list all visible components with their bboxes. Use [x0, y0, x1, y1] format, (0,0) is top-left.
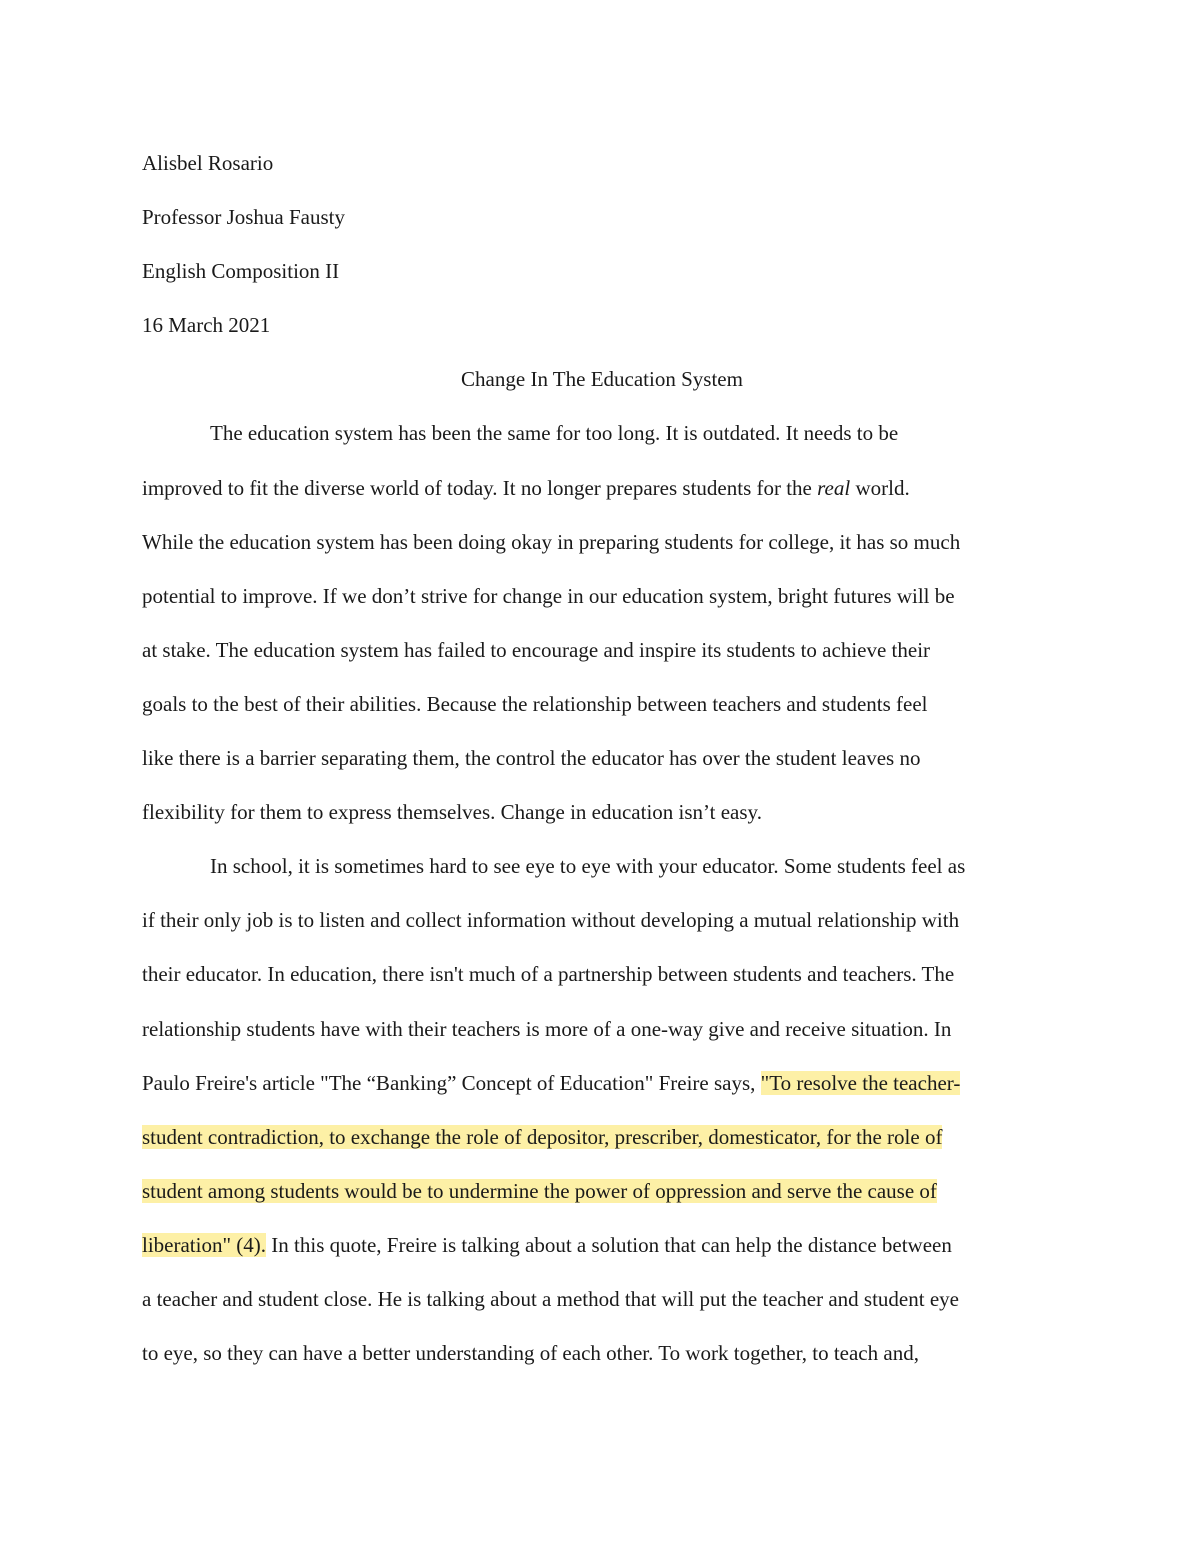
professor-name: Professor Joshua Fausty	[142, 205, 345, 230]
paragraph-1	[142, 406, 1062, 839]
paragraph-2	[142, 839, 1062, 1380]
course-name: English Composition II	[142, 259, 340, 284]
paragraph-line: relationship students have with their teachers is more of a one-way give and receive situation. In	[142, 1016, 952, 1041]
paragraph-line: In school, it is sometimes hard to see eye to eye with your educator. Some students feel as	[210, 854, 966, 879]
text-segment: Paulo Freire's article "The “Banking” Concept of Education" Freire says,	[142, 1070, 761, 1095]
paragraph-line: their educator. In education, there isn't much of a partnership between students and teachers. The	[142, 962, 955, 987]
paragraph-line: if their only job is to listen and collect information without developing a mutual relationship with	[142, 908, 960, 933]
paragraph-line: at stake. The education system has failed to encourage and inspire its students to achieve their	[142, 637, 931, 662]
document-body	[142, 136, 1062, 1380]
paragraph-line: While the education system has been doing okay in preparing students for college, it has so much	[142, 529, 961, 554]
paragraph-line: to eye, so they can have a better understanding of each other. To work together, to teach and,	[142, 1341, 919, 1366]
author-name: Alisbel Rosario	[142, 151, 274, 175]
paragraph-line: like there is a barrier separating them, the control the educator has over the student leaves no	[142, 746, 921, 771]
paragraph-line	[142, 1218, 1062, 1272]
text-segment: world.	[850, 475, 910, 500]
italic-word: real	[817, 475, 851, 500]
paragraph-line: flexibility for them to express themselves. Change in education isn’t easy.	[142, 800, 762, 825]
paragraph-line: goals to the best of their abilities. Because the relationship between teachers and students feel	[142, 691, 928, 716]
paragraph-line: a teacher and student close. He is talking about a method that will put the teacher and student eye	[142, 1286, 959, 1311]
essay-date: 16 March 2021	[142, 313, 271, 338]
highlighted-quote: liberation" (4).	[142, 1232, 267, 1257]
paragraph-line	[142, 461, 1062, 515]
highlighted-quote: student contradiction, to exchange the role of depositor, prescriber, domesticator, for the role of	[142, 1124, 943, 1149]
paragraph-line	[142, 1056, 1062, 1110]
text-segment: improved to fit the diverse world of today. It no longer prepares students for the	[142, 475, 818, 500]
highlighted-quote: student among students would be to undermine the power of oppression and serve the cause of	[142, 1178, 937, 1203]
text-segment: In this quote, Freire is talking about a solution that can help the distance between	[266, 1232, 952, 1257]
paragraph-line	[142, 1164, 1062, 1218]
paragraph-line: The education system has been the same for too long. It is outdated. It needs to be	[210, 421, 899, 446]
paragraph-line: potential to improve. If we don’t strive for change in our education system, bright futures will be	[142, 583, 955, 608]
essay-title: Change In The Education System	[461, 367, 743, 392]
paragraph-line	[142, 1110, 1062, 1164]
highlighted-quote: "To resolve the teacher-	[760, 1070, 961, 1095]
